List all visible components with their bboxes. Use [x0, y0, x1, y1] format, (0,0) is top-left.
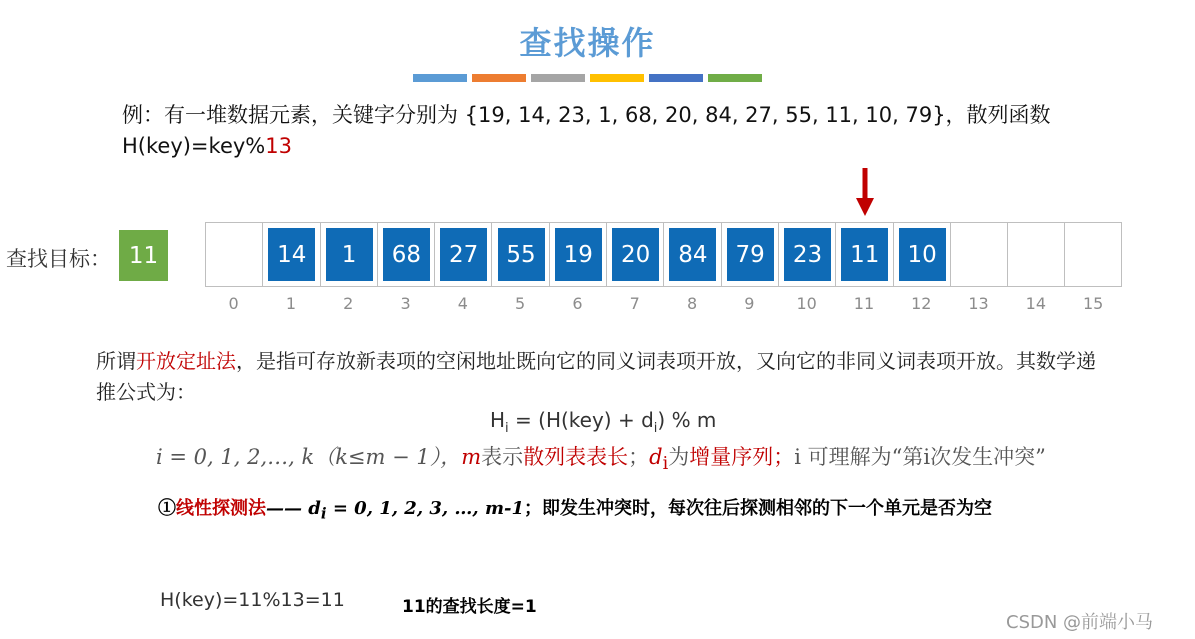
title-bar-segment	[531, 74, 585, 82]
title-bar-segment	[649, 74, 703, 82]
recurrence-formula: $H_i = (H(key) + d_i)$ % m	[490, 408, 717, 436]
hash-index-label: 1	[285, 294, 297, 313]
hash-index-label: 13	[968, 294, 989, 313]
hash-cell-9	[722, 223, 779, 286]
hash-index-label: 8	[686, 294, 698, 313]
hash-cell-7	[607, 223, 664, 286]
hash-cell-value: 11	[841, 228, 888, 281]
hash-cell-5	[493, 223, 550, 286]
hash-cell-14	[1008, 223, 1065, 286]
hash-cell-value: 27	[440, 228, 487, 281]
hash-cell-15	[1066, 223, 1123, 286]
hash-cell-13	[951, 223, 1008, 286]
increment-sequence-term: 增量序列；	[689, 445, 795, 469]
page-title: 查找操作	[519, 24, 656, 62]
hash-index-label: 2	[343, 294, 354, 313]
hash-index-label: 5	[515, 294, 526, 313]
hash-cell-4	[435, 223, 492, 286]
hash-index-label: 4	[457, 294, 468, 313]
hash-cell-8	[664, 223, 721, 286]
mod-value: 13	[265, 134, 292, 158]
hash-cell-6	[550, 223, 607, 286]
pointer-arrow-icon	[856, 168, 874, 216]
search-target-label: 查找目标：	[6, 247, 111, 271]
title-bar-segment	[590, 74, 644, 82]
hash-index-label: 11	[853, 294, 875, 313]
hash-cell-value: 19	[555, 228, 602, 281]
open-addressing-description: 所谓开放定址法，是指可存放新表项的空闲地址既向它的同义词表项开放，又向它的非同义词表项开放。其数学递推公式为：	[96, 349, 1096, 404]
hash-cell-value: 79	[727, 228, 774, 281]
hash-cell-3	[378, 223, 435, 286]
title-bar-segment	[413, 74, 467, 82]
hash-index-label: 9	[744, 294, 755, 313]
hash-cell-1	[263, 223, 320, 286]
hash-cell-value: 1	[326, 228, 373, 281]
linear-probing-term: 线性探测法	[176, 498, 266, 519]
hash-cell-value: 84	[669, 228, 716, 281]
hash-calculation: H(key)=11%13=11	[160, 589, 345, 611]
hash-index-label: 6	[572, 294, 583, 313]
hash-cell-11	[836, 223, 893, 286]
hash-cell-value: 68	[383, 228, 430, 281]
title-bar-segment	[708, 74, 762, 82]
hash-table	[205, 222, 1122, 287]
example-line-2: H(key)=key%13	[122, 134, 292, 158]
hash-cell-value: 55	[498, 228, 545, 281]
table-length-term: 散列表表长	[523, 445, 629, 469]
search-target-box: 11	[119, 230, 168, 281]
hash-index-label: 3	[400, 294, 411, 313]
hash-cell-10	[779, 223, 836, 286]
hash-index-label: 0	[228, 294, 239, 313]
watermark: CSDN @前端小马	[1006, 612, 1154, 633]
hash-index-label: 10	[796, 294, 817, 313]
hash-index-label: 14	[1025, 294, 1047, 313]
hash-cell-value: 20	[612, 228, 659, 281]
example-text	[122, 100, 1122, 162]
hash-cell-value: 14	[268, 228, 315, 281]
hash-cell-12	[894, 223, 951, 286]
open-addressing-term: 开放定址法	[136, 349, 236, 373]
hash-cell-0	[206, 223, 263, 286]
hash-index-label: 12	[911, 294, 932, 313]
linear-probing-definition: ①线性探测法—— $d_i = 0$, 1, 2, 3, …, m-1；即发生冲突时，每次往后探测相邻的下一个单元是否为空	[158, 498, 992, 523]
search-length: 11的查找长度=1	[402, 597, 537, 617]
variable-definitions: i = 0, 1, 2,…, k（k≤m − 1），m表示散列表表长；$d_i$为增量序列；i 可理解为“第i次发生冲突”	[156, 445, 1046, 475]
example-line-1: 例：有一堆数据元素，关键字分别为 {19, 14, 23, 1, 68, 20, 84, 27, 55, 11, 10, 79}，散列函数	[122, 103, 1051, 127]
title-bar-segment	[472, 74, 526, 82]
hash-index-label: 7	[629, 294, 640, 313]
hash-cell-value: 23	[784, 228, 831, 281]
hash-cell-2	[321, 223, 378, 286]
hash-index-label: 15	[1082, 294, 1104, 313]
hash-cell-value: 10	[899, 228, 946, 281]
